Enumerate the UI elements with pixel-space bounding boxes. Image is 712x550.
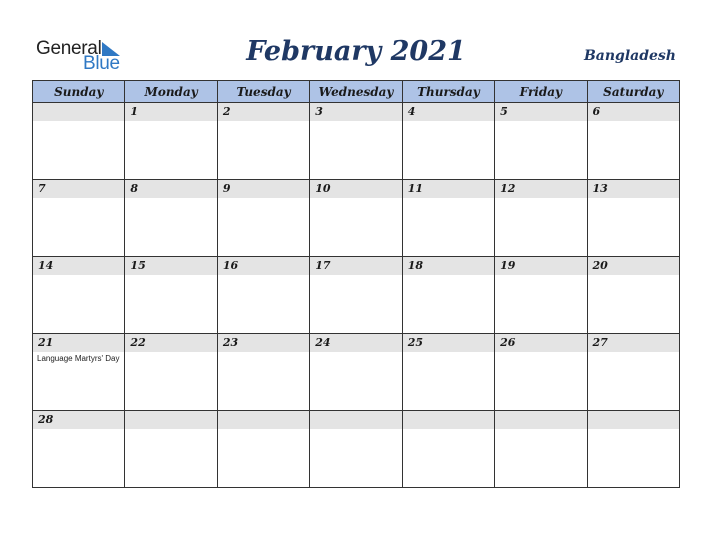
logo-word-blue: Blue (83, 53, 120, 74)
day-cell (495, 180, 587, 257)
day-number: 21 (33, 334, 124, 352)
day-cell (310, 180, 402, 257)
weekday-monday: Monday (125, 81, 217, 103)
day-cell (310, 257, 402, 334)
day-number: 18 (403, 257, 494, 275)
day-cell (33, 257, 125, 334)
day-number (403, 411, 494, 429)
day-number: 26 (495, 334, 586, 352)
day-number: 5 (495, 103, 586, 121)
day-number: 15 (125, 257, 216, 275)
day-number (495, 411, 586, 429)
day-number: 7 (33, 180, 124, 198)
day-cell (310, 334, 402, 411)
day-number: 23 (218, 334, 309, 352)
day-number: 4 (403, 103, 494, 121)
day-cell (310, 411, 402, 488)
day-cell (402, 334, 494, 411)
holiday-label: Language Martyrs' Day (37, 354, 120, 363)
day-cell (587, 180, 679, 257)
day-cell (125, 180, 217, 257)
day-number: 13 (588, 180, 679, 198)
day-number: 14 (33, 257, 124, 275)
day-number: 16 (218, 257, 309, 275)
weekday-saturday: Saturday (587, 81, 679, 103)
day-number: 17 (310, 257, 401, 275)
day-number: 20 (588, 257, 679, 275)
day-cell (495, 103, 587, 180)
logo-word-general: General (36, 38, 102, 59)
day-cell (33, 180, 125, 257)
day-cell (217, 411, 309, 488)
day-cell (33, 334, 125, 411)
day-cell (125, 334, 217, 411)
weekday-sunday: Sunday (33, 81, 125, 103)
day-cell (125, 103, 217, 180)
weekday-thursday: Thursday (402, 81, 494, 103)
day-cell (587, 334, 679, 411)
day-number: 11 (403, 180, 494, 198)
weekday-header-row (33, 81, 680, 103)
week-row-2 (33, 180, 680, 257)
day-number: 3 (310, 103, 401, 121)
day-number: 8 (125, 180, 216, 198)
day-cell (217, 180, 309, 257)
day-number: 6 (588, 103, 679, 121)
day-cell (495, 411, 587, 488)
day-number: 2 (218, 103, 309, 121)
weekday-tuesday: Tuesday (217, 81, 309, 103)
day-cell (310, 103, 402, 180)
day-number: 28 (33, 411, 124, 429)
weekday-wednesday: Wednesday (310, 81, 402, 103)
day-cell (587, 411, 679, 488)
weekday-friday: Friday (495, 81, 587, 103)
day-cell (587, 257, 679, 334)
day-number: 27 (588, 334, 679, 352)
day-cell (217, 334, 309, 411)
calendar-title: February 2021 (246, 36, 466, 67)
day-cell (33, 411, 125, 488)
day-number (588, 411, 679, 429)
day-number (310, 411, 401, 429)
day-number (33, 103, 124, 121)
day-cell (33, 103, 125, 180)
day-cell (402, 411, 494, 488)
day-number: 9 (218, 180, 309, 198)
day-number: 12 (495, 180, 586, 198)
day-number: 25 (403, 334, 494, 352)
day-cell (587, 103, 679, 180)
day-number: 24 (310, 334, 401, 352)
day-cell (402, 180, 494, 257)
week-row-4 (33, 334, 680, 411)
day-number (218, 411, 309, 429)
day-number: 22 (125, 334, 216, 352)
day-cell (402, 257, 494, 334)
day-cell (217, 257, 309, 334)
day-cell (125, 257, 217, 334)
day-number: 10 (310, 180, 401, 198)
day-number: 1 (125, 103, 216, 121)
day-cell (495, 257, 587, 334)
day-cell (495, 334, 587, 411)
day-number (125, 411, 216, 429)
day-cell (125, 411, 217, 488)
week-row-1 (33, 103, 680, 180)
day-number: 19 (495, 257, 586, 275)
day-cell (217, 103, 309, 180)
country-label: Bangladesh (583, 48, 676, 64)
day-cell (402, 103, 494, 180)
week-row-3 (33, 257, 680, 334)
week-row-5 (33, 411, 680, 488)
calendar-grid (32, 80, 680, 488)
